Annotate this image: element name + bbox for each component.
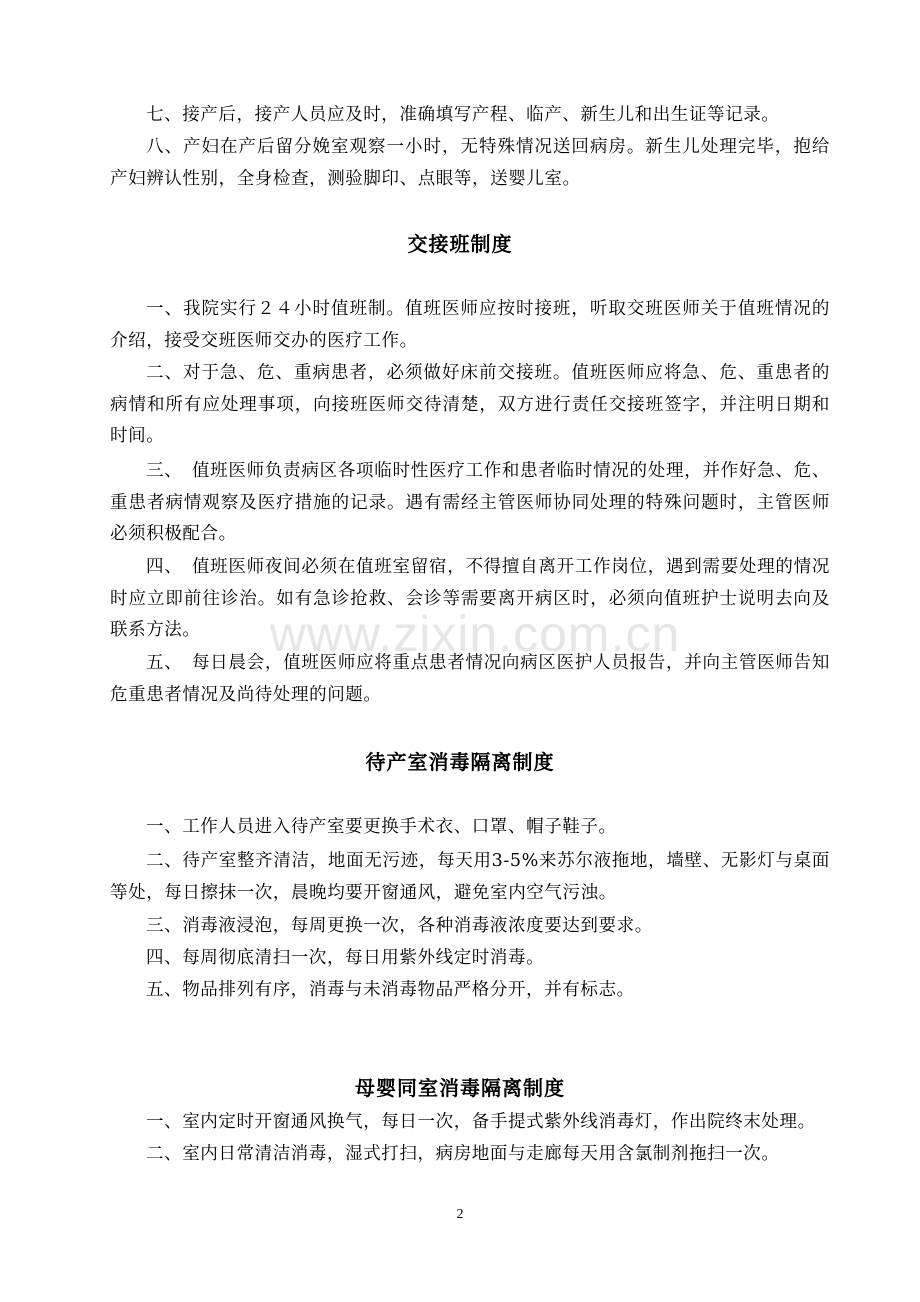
labor-room-paragraph-1: 一、工作人员进入待产室要更换手术衣、口罩、帽子鞋子。 — [146, 817, 617, 837]
section-title-mother-infant: 母婴同室消毒隔离制度 — [355, 1076, 565, 1100]
labor-room-paragraph-2: 二、待产室整齐清洁，地面无污迹，每天用3-5%来苏尔液拖地，墙壁、无影灯与桌面等处，每日擦抹一次，晨晚均要开窗通风，避免室内空气污浊。 — [110, 851, 830, 903]
handover-paragraph-2: 二、对于急、危、重病患者，必须做好床前交接班。值班医师应将急、危、重患者的病情和所有应处理事项，向接班医师交待清楚，双方进行责任交接班签字，并注明日期和时间。 — [110, 363, 830, 446]
mother-infant-paragraph-1: 一、室内定时开窗通风换气，每日一次，备手提式紫外线消毒灯，作出院终末处理。 — [146, 1112, 816, 1132]
paragraph-8: 八、产妇在产后留分娩室观察一小时，无特殊情况送回病房。新生儿处理完毕，抱给产妇辨认性别，全身检查，测验脚印、点眼等，送婴儿室。 — [110, 137, 830, 189]
mother-infant-paragraph-2: 二、室内日常清洁消毒，湿式打扫，病房地面与走廊每天用含氯制剂拖扫一次。 — [146, 1144, 780, 1164]
handover-paragraph-5: 五、 每日晨会，值班医师应将重点患者情况向病区医护人员报告，并向主管医师告知危重患者情况及尚待处理的问题。 — [110, 653, 830, 705]
paragraph-7: 七、接产后，接产人员应及时，准确填写产程、临产、新生儿和出生证等记录。 — [146, 105, 780, 125]
labor-room-paragraph-5: 五、物品排列有序，消毒与未消毒物品严格分开，并有标志。 — [146, 980, 635, 1000]
labor-room-paragraph-4: 四、每周彻底清扫一次，每日用紫外线定时消毒。 — [146, 948, 545, 968]
handover-paragraph-4: 四、 值班医师夜间必须在值班室留宿，不得擅自离开工作岗位，遇到需要处理的情况时应立即前往诊治。如有急诊抢救、会诊等需要离开病区时，必须向值班护士说明去向及联系方法。 — [110, 557, 830, 640]
handover-paragraph-3: 三、 值班医师负责病区各项临时性医疗工作和患者临时情况的处理，并作好急、危、重患者病情观察及医疗措施的记录。遇有需经主管医师协同处理的特殊问题时，主管医师必须积极配合。 — [110, 461, 830, 544]
labor-room-paragraph-3: 三、消毒液浸泡，每周更换一次，各种消毒液浓度要达到要求。 — [146, 916, 653, 936]
page-number: 2 — [456, 1207, 464, 1222]
section-title-handover: 交接班制度 — [407, 232, 513, 256]
watermark: www.zixin.com.cn — [269, 606, 681, 662]
section-title-labor-room: 待产室消毒隔离制度 — [365, 750, 555, 774]
handover-paragraph-1: 一、我院实行２４小时值班制。值班医师应按时接班，听取交班医师关于值班情况的介绍，接受交班医师交办的医疗工作。 — [110, 299, 830, 351]
